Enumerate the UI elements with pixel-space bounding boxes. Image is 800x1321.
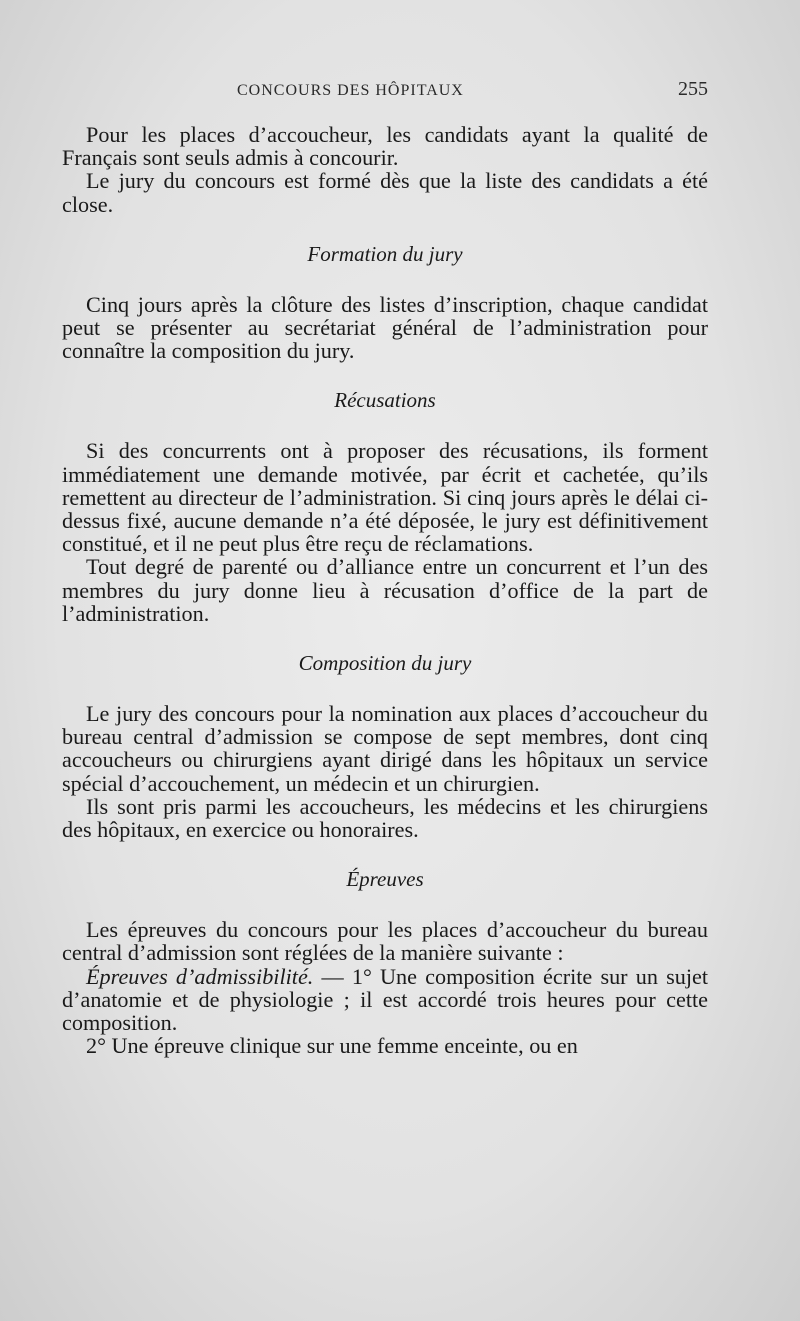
heading-composition-du-jury: Composition du jury (298, 651, 472, 676)
paragraph-recusation-procedure: Si des concurrents ont à proposer des récusations, ils forment immédiatement une demande motivée, par écrit et cachetée, qu’ils remettent au directeur de l’administration. Si cinq jours après le délai ci-dessus fixé, aucune demande n’a été déposée, le jury est définitivement constitué, et il ne peut plus être reçu de réclamations. (62, 438, 708, 557)
admissibilite-term: Épreuves d’admissibilité. (86, 963, 314, 989)
paragraph-admissibilite (62, 965, 708, 1035)
admissibilite-text: — 1° Une composition écrite sur un sujet d’anatomie et de physiologie ; il est accordé trois heures pour cette composition. (62, 963, 708, 1036)
paragraph-jury-selection: Ils sont pris parmi les accoucheurs, les médecins et les chirurgiens des hôpitaux, en exercice ou honoraires. (62, 793, 708, 843)
paragraph-jury-composition-notice: Cinq jours après la clôture des listes d’inscription, chaque candidat peut se présenter au secrétariat général de l’administration pour connaître la composition du jury. (62, 291, 708, 364)
paragraph-jury-members: Le jury des concours pour la nomination aux places d’accoucheur du bureau central d’admission se compose de sept membres, dont cinq accoucheurs ou chirurgiens ayant dirigé dans les hôpitaux un service spécial d’accouchement, un médecin et un chirurgien. (62, 701, 708, 796)
heading-recusations: Récusations (334, 388, 436, 413)
paragraph-eligibility: Pour les places d’accoucheur, les candidats ayant la qualité de Français sont seuls admis à concourir. (62, 122, 708, 171)
running-title: CONCOURS DES HÔPITAUX (237, 82, 464, 99)
heading-formation-du-jury: Formation du jury (307, 241, 463, 266)
paragraph-epreuves-intro: Les épreuves du concours pour les places d’accoucheur du bureau central d’admission sont réglées de la manière suivante : (62, 917, 708, 966)
running-head (237, 78, 708, 101)
heading-epreuves: Épreuves (346, 867, 424, 892)
paragraph-epreuve-clinique: 2° Une épreuve clinique sur une femme enceinte, ou en (86, 1033, 578, 1059)
page-number: 255 (678, 78, 708, 100)
paragraph-recusation-office: Tout degré de parenté ou d’alliance entre un concurrent et l’un des membres du jury donne lieu à récusation d’office de la part de l’administration. (62, 554, 708, 626)
paragraph-jury-formed: Le jury du concours est formé dès que la liste des candidats a été close. (62, 168, 708, 217)
